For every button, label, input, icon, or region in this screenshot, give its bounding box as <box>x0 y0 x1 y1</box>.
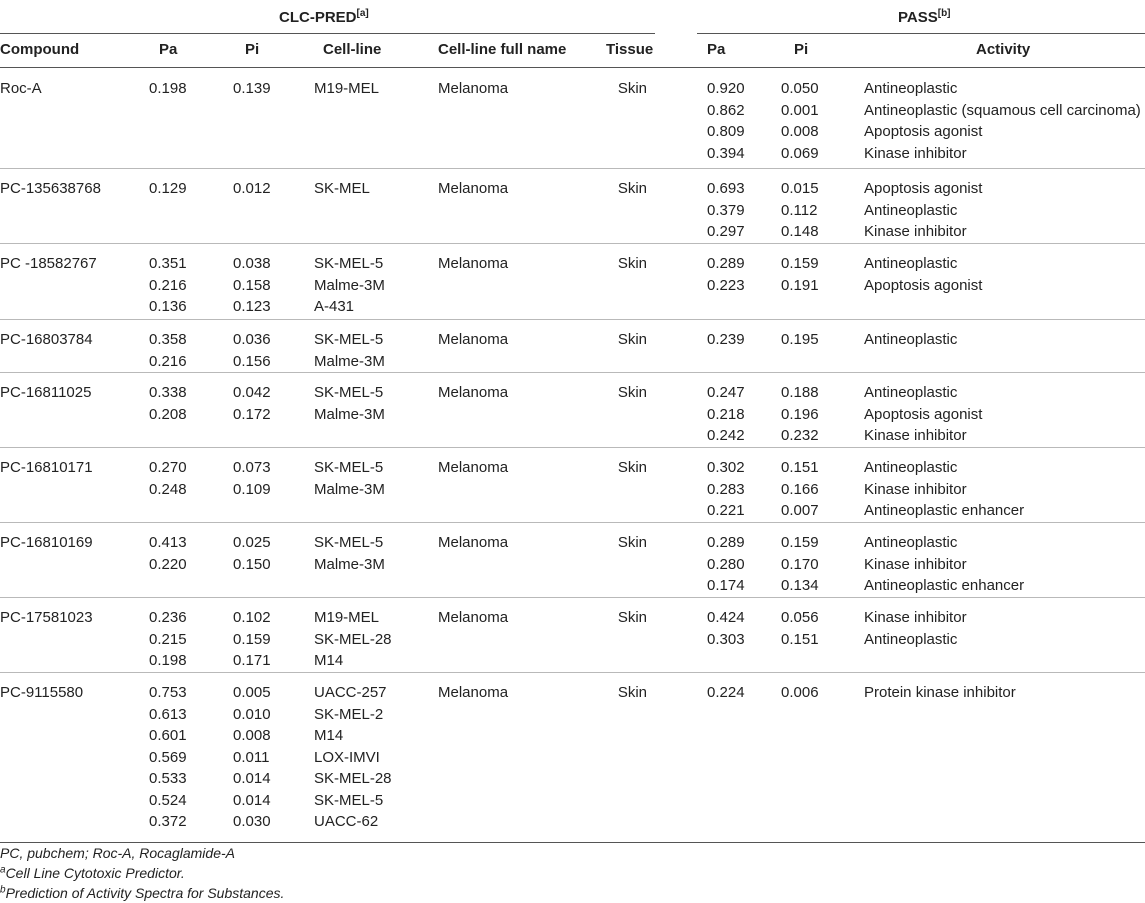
activity-cell: Kinase inhibitor <box>864 144 967 162</box>
pass-pi-cell: 0.134 <box>781 577 819 594</box>
cell-line-cell: Malme-3M <box>314 480 385 498</box>
pass-pi-cell: 0.056 <box>781 609 819 626</box>
tissue-cell: Skin <box>617 80 647 97</box>
pass-pa-cell: 0.289 <box>707 534 745 551</box>
cell-line-cell: SK-MEL <box>314 180 370 197</box>
pa-cell: 0.198 <box>149 80 187 97</box>
tissue-cell: Skin <box>617 609 647 626</box>
activity-cell: Antineoplastic enhancer <box>864 502 1025 519</box>
activity-cell: Antineoplastic <box>864 534 958 551</box>
pa-cell: 0.413 <box>149 534 187 551</box>
tissue-cell: Skin <box>617 684 647 701</box>
compound-cell: Roc-A <box>0 80 42 97</box>
pa-cell: 0.533 <box>149 770 187 787</box>
pass-pa-cell: 0.224 <box>707 684 745 701</box>
pass-pa-cell: 0.280 <box>707 555 745 573</box>
pi-cell: 0.011 <box>233 748 270 766</box>
cell-line-cell: SK-MEL-2 <box>314 705 384 723</box>
compound-cell: PC -18582767 <box>0 255 97 272</box>
activity-cell: Apoptosis agonist <box>864 405 983 423</box>
pass-pi-cell: 0.191 <box>781 276 819 294</box>
pass-pi-cell: 0.151 <box>781 630 819 648</box>
activity-cell: Kinase inhibitor <box>864 480 967 498</box>
pa-cell: 0.248 <box>149 480 187 498</box>
pass-pa-cell: 0.218 <box>707 405 745 423</box>
pass-pi-cell: 0.007 <box>781 502 819 519</box>
cell-line-full-name-cell: Melanoma <box>438 534 509 551</box>
pass-pi-cell: 0.148 <box>781 223 819 240</box>
pa-cell: 0.220 <box>149 555 187 573</box>
tissue-cell: Skin <box>617 180 647 197</box>
pi-cell: 0.038 <box>233 255 271 272</box>
pass-pa-cell: 0.862 <box>707 101 745 119</box>
pass-pi-cell: 0.015 <box>781 180 819 197</box>
pa-cell: 0.753 <box>149 684 187 701</box>
pi-cell: 0.172 <box>233 405 271 423</box>
pa-cell: 0.270 <box>149 459 187 476</box>
pass-pi-cell: 0.196 <box>781 405 819 423</box>
pass-pi-cell: 0.069 <box>781 144 819 162</box>
pass-pi-cell: 0.170 <box>781 555 819 573</box>
row-divider <box>0 372 1145 373</box>
pass-pa-cell: 0.242 <box>707 427 745 444</box>
pass-pa-cell: 0.247 <box>707 384 745 401</box>
activity-cell: Apoptosis agonist <box>864 180 983 197</box>
activity-cell: Antineoplastic <box>864 384 958 401</box>
pass-pi-cell: 0.001 <box>781 101 819 119</box>
row-divider <box>0 842 1145 843</box>
compound-cell: PC-16810169 <box>0 534 93 551</box>
cell-line-cell: SK-MEL-5 <box>314 384 384 401</box>
activity-cell: Antineoplastic enhancer <box>864 577 1025 594</box>
pa-cell: 0.236 <box>149 609 187 626</box>
pass-pa-cell: 0.283 <box>707 480 745 498</box>
pi-cell: 0.109 <box>233 480 271 498</box>
cell-line-cell: Malme-3M <box>314 405 385 423</box>
cell-line-cell: SK-MEL-5 <box>314 791 384 809</box>
cell-line-full-name-cell: Melanoma <box>438 331 509 348</box>
pa-cell: 0.216 <box>149 352 187 370</box>
col-header-pa: Pa <box>159 41 178 58</box>
pass-pi-cell: 0.112 <box>781 201 818 219</box>
activity-cell: Antineoplastic <box>864 201 958 219</box>
pa-cell: 0.216 <box>149 276 187 294</box>
pass-pa-cell: 0.297 <box>707 223 745 240</box>
pi-cell: 0.008 <box>233 727 271 744</box>
pi-cell: 0.158 <box>233 276 271 294</box>
pi-cell: 0.102 <box>233 609 271 626</box>
activity-cell: Antineoplastic <box>864 255 958 272</box>
cell-line-cell: Malme-3M <box>314 352 385 370</box>
cell-line-full-name-cell: Melanoma <box>438 255 509 272</box>
cell-line-cell: Malme-3M <box>314 276 385 294</box>
pi-cell: 0.159 <box>233 630 271 648</box>
pa-cell: 0.136 <box>149 298 187 315</box>
pi-cell: 0.014 <box>233 791 271 809</box>
cell-line-full-name-cell: Melanoma <box>438 459 509 476</box>
activity-cell: Kinase inhibitor <box>864 427 967 444</box>
col-header-pass-pa: Pa <box>707 41 726 58</box>
pi-cell: 0.150 <box>233 555 271 573</box>
col-header-tissue: Tissue <box>606 41 654 58</box>
col-header-cell-line: Cell-line <box>323 41 382 58</box>
cell-line-cell: SK-MEL-5 <box>314 534 384 551</box>
cell-line-full-name-cell: Melanoma <box>438 80 509 97</box>
activity-cell: Kinase inhibitor <box>864 609 967 626</box>
row-divider <box>0 243 1145 244</box>
pass-pi-cell: 0.006 <box>781 684 819 701</box>
pass-pi-cell: 0.159 <box>781 255 819 272</box>
pass-pa-cell: 0.223 <box>707 276 745 294</box>
tissue-cell: Skin <box>617 534 647 551</box>
pi-cell: 0.139 <box>233 80 271 97</box>
col-header-activity: Activity <box>976 41 1031 58</box>
cell-line-cell: M19-MEL <box>314 609 380 626</box>
pass-pa-cell: 0.394 <box>707 144 745 162</box>
pa-cell: 0.358 <box>149 331 187 348</box>
pi-cell: 0.171 <box>233 652 271 669</box>
pa-cell: 0.524 <box>149 791 187 809</box>
pi-cell: 0.073 <box>233 459 271 476</box>
pa-cell: 0.129 <box>149 180 187 197</box>
cell-line-cell: UACC-62 <box>314 813 379 830</box>
group-header-pass: PASS[b] <box>898 8 951 26</box>
group-rule-pass <box>697 33 1145 34</box>
pa-cell: 0.351 <box>149 255 187 272</box>
pi-cell: 0.156 <box>233 352 271 370</box>
activity-cell: Kinase inhibitor <box>864 555 967 573</box>
cell-line-cell: A-431 <box>314 298 355 315</box>
pi-cell: 0.014 <box>233 770 271 787</box>
cell-line-full-name-cell: Melanoma <box>438 180 509 197</box>
cell-line-cell: Malme-3M <box>314 555 385 573</box>
activity-cell: Antineoplastic <box>864 80 958 97</box>
pi-cell: 0.042 <box>233 384 271 401</box>
col-header-pass-pi: Pi <box>794 41 809 58</box>
pass-pi-cell: 0.159 <box>781 534 819 551</box>
pa-cell: 0.613 <box>149 705 187 723</box>
pass-pa-cell: 0.379 <box>707 201 745 219</box>
pa-cell: 0.601 <box>149 727 187 744</box>
cell-line-full-name-cell: Melanoma <box>438 684 509 701</box>
pi-cell: 0.010 <box>233 705 271 723</box>
activity-cell: Protein kinase inhibitor <box>864 684 1016 701</box>
cell-line-cell: M14 <box>314 727 344 744</box>
pass-pi-cell: 0.008 <box>781 123 819 140</box>
activity-cell: Antineoplastic <box>864 331 958 348</box>
pass-pi-cell: 0.050 <box>781 80 819 97</box>
footnote-abbreviations: PC, pubchem; Roc-A, Rocaglamide-A <box>0 845 235 861</box>
cell-line-cell: SK-MEL-5 <box>314 255 384 272</box>
compound-cell: PC-135638768 <box>0 180 101 197</box>
activity-cell: Antineoplastic (squamous cell carcinoma) <box>864 101 1141 119</box>
pass-pi-cell: 0.232 <box>781 427 819 444</box>
pass-pa-cell: 0.424 <box>707 609 745 626</box>
cell-line-full-name-cell: Melanoma <box>438 609 509 626</box>
pass-pi-cell: 0.151 <box>781 459 819 476</box>
row-divider <box>0 597 1145 598</box>
pass-pa-cell: 0.920 <box>707 80 745 97</box>
header-rule <box>0 67 1145 68</box>
activity-cell: Apoptosis agonist <box>864 276 983 294</box>
pa-cell: 0.372 <box>149 813 187 830</box>
activity-cell: Antineoplastic <box>864 630 958 648</box>
tissue-cell: Skin <box>617 384 647 401</box>
tissue-cell: Skin <box>617 459 647 476</box>
pi-cell: 0.025 <box>233 534 271 551</box>
cell-line-cell: SK-MEL-28 <box>314 770 392 787</box>
pass-pa-cell: 0.221 <box>707 502 745 519</box>
footnote-a: $^a$Cell Line Cytotoxic Predictor. <box>0 864 185 881</box>
group-rule-clc <box>0 33 655 34</box>
cell-line-cell: SK-MEL-5 <box>314 459 384 476</box>
cell-line-cell: M14 <box>314 652 344 669</box>
activity-cell: Apoptosis agonist <box>864 123 983 140</box>
row-divider <box>0 672 1145 673</box>
compound-cell: PC-16803784 <box>0 331 93 348</box>
pass-pa-cell: 0.693 <box>707 180 745 197</box>
tissue-cell: Skin <box>617 255 647 272</box>
pass-pa-cell: 0.239 <box>707 331 745 348</box>
pi-cell: 0.036 <box>233 331 271 348</box>
col-header-pi: Pi <box>245 41 260 58</box>
pi-cell: 0.005 <box>233 684 271 701</box>
cell-line-full-name-cell: Melanoma <box>438 384 509 401</box>
pa-cell: 0.208 <box>149 405 187 423</box>
pa-cell: 0.215 <box>149 630 187 648</box>
cell-line-cell: UACC-257 <box>314 684 387 701</box>
row-divider <box>0 447 1145 448</box>
row-divider <box>0 168 1145 169</box>
cell-line-cell: SK-MEL-5 <box>314 331 384 348</box>
pass-pi-cell: 0.188 <box>781 384 819 401</box>
footnote-b: $^b$Prediction of Activity Spectra for Substances. <box>0 884 285 901</box>
pass-pa-cell: 0.303 <box>707 630 745 648</box>
row-divider <box>0 319 1145 320</box>
col-header-compound: Compound <box>0 41 80 58</box>
pi-cell: 0.123 <box>233 298 271 315</box>
col-header-cell-line-full-name: Cell-line full name <box>438 41 567 58</box>
compound-cell: PC-17581023 <box>0 609 93 626</box>
cell-line-cell: M19-MEL <box>314 80 380 97</box>
pass-pa-cell: 0.302 <box>707 459 745 476</box>
pass-pa-cell: 0.289 <box>707 255 745 272</box>
row-divider <box>0 522 1145 523</box>
activity-cell: Kinase inhibitor <box>864 223 967 240</box>
group-header-clc-pred: CLC-PRED[a] <box>279 8 369 26</box>
cell-line-cell: SK-MEL-28 <box>314 630 392 648</box>
compound-cell: PC-16811025 <box>0 384 92 401</box>
pi-cell: 0.012 <box>233 180 271 197</box>
compound-cell: PC-16810171 <box>0 459 93 476</box>
pa-cell: 0.198 <box>149 652 187 669</box>
pi-cell: 0.030 <box>233 813 271 830</box>
activity-cell: Antineoplastic <box>864 459 958 476</box>
cell-line-cell: LOX-IMVI <box>314 748 380 766</box>
compound-cell: PC-9115580 <box>0 684 84 701</box>
pass-pi-cell: 0.195 <box>781 331 819 348</box>
pass-pi-cell: 0.166 <box>781 480 819 498</box>
tissue-cell: Skin <box>617 331 647 348</box>
pass-pa-cell: 0.174 <box>707 577 745 594</box>
pass-pa-cell: 0.809 <box>707 123 745 140</box>
pa-cell: 0.569 <box>149 748 187 766</box>
pa-cell: 0.338 <box>149 384 187 401</box>
